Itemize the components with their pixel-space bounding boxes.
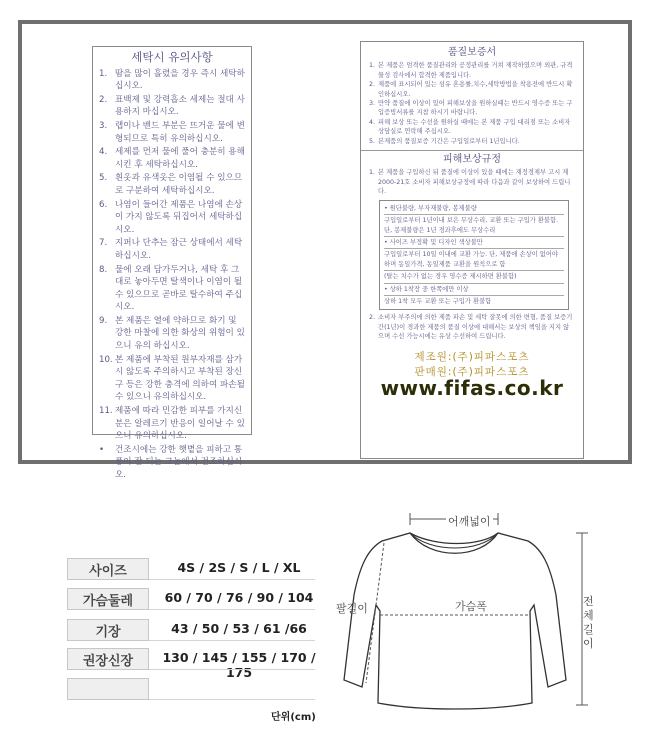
size-row-label	[67, 678, 149, 700]
care-instructions-label	[92, 46, 252, 480]
compensation-title: 피해보상규정	[443, 154, 501, 166]
compensation-table	[379, 200, 569, 311]
list-item: 5. 본제품의 품질보증 기간은 구입일로부터 1년입니다.	[369, 137, 520, 145]
website-url: www.fifas.co.kr	[380, 375, 564, 400]
row-divider	[149, 579, 315, 580]
list-item: 5. 흰옷과 유색옷은 이염될 수 있으므로 구분하여 세탁하십시오.	[99, 173, 243, 196]
unit-label: 단위(cm)	[271, 712, 316, 723]
compensation-row: 상하 1착 모두 교환 또는 구입가 환불함	[384, 297, 492, 305]
warranty-list	[369, 61, 575, 146]
size-row-label: 사이즈	[67, 558, 149, 580]
size-row-value: 4S / 2S / S / L / XL	[177, 560, 301, 575]
list-item: 2. 제품에 표시되어 있는 섬유 혼용률,치수,세탁방법을 착용전에 반드시 확인하십시오.	[369, 81, 573, 98]
compensation-list-2	[369, 313, 575, 341]
size-table-row	[67, 648, 317, 680]
shoulder-width-label: 어깨넓이	[448, 515, 491, 528]
label-photo-frame	[18, 20, 632, 480]
list-item: 1. 땀을 많이 흘렸을 경우 즉시 세탁하십시오.	[99, 68, 245, 92]
size-row-label: 권장신장	[67, 648, 149, 670]
list-item: 4. 세제를 먼저 물에 풀어 충분히 용해시킨 후 세탁하십시오.	[99, 147, 245, 170]
size-table-row	[67, 678, 317, 700]
list-item: 3. 만약 품질에 이상이 있어 피해보상을 원하실때는 반드시 영수증 또는 구입증빙서류를 지참 하시기 바랍니다.	[369, 100, 573, 117]
total-length-label: 전체길이	[583, 595, 594, 650]
list-item: 4. 피해 보상 또는 수선을 원하실 때에는 본 제품 구입 대리점 또는 소비자 상담실로 연락해 주십시오.	[369, 118, 571, 136]
compensation-row: • 상하 1착장 중 한쪽에만 이상	[384, 284, 564, 296]
size-table-row	[67, 588, 317, 610]
care-list	[99, 68, 245, 482]
size-row-label: 가슴둘레	[67, 588, 149, 610]
size-row-label: 기장	[67, 619, 149, 641]
compensation-row: 구입일로부터 1년이내 보은 무상수리, 교환 또는 구입가 환불함. 단, 봉제불량은 1년 경과후에도 무상수리	[384, 215, 564, 237]
list-item: 9. 본 제품은 열에 약하므로 화기 및 강한 마찰에 의한 화상의 위험이 있으니 유의 하십시오.	[99, 315, 245, 352]
list-item: 2. 소비자 부주의에 의한 제품 파손 및 세탁 잘못에 의한 변형, 품질 보증기간(1년)이 경과한 제품의 품질 이상에 대해서는 보상의 책임을 지지 않으며 수선 가능시에는 유상 수선하여 드립니다.	[369, 314, 573, 341]
compensation-list	[369, 168, 575, 196]
row-divider	[149, 609, 315, 610]
chest-width-label: 가슴폭	[455, 600, 487, 613]
shirt-outline-icon	[344, 533, 566, 709]
seller: 판매원:(주)피파스포츠	[414, 365, 530, 378]
manufacturer: 제조원:(주)피파스포츠	[414, 350, 530, 363]
size-table-row	[67, 619, 317, 641]
row-divider	[149, 669, 315, 670]
list-item: 2. 표백제 및 강력흡소 세제는 절대 사용하지 마십시오.	[99, 94, 245, 118]
compensation-row: (탈는 치수가 없는 경우 영수증 제시하면 환불함)	[384, 271, 564, 283]
list-item: 6. 나염이 들어간 제품은 나염에 손상이 가지 않도록 뒤집어서 세탁하십시오.	[99, 199, 243, 235]
warranty-title: 품질보증서	[447, 47, 497, 58]
row-divider	[149, 699, 315, 700]
list-item: 3. 랩이나 밴드 부분은 뜨거운 물에 변형되므로 특히 유의하십시오.	[99, 120, 245, 144]
list-item: 11. 제품에 따라 민감한 피부를 가지신 분은 알레르기 반응이 일어날 수 있으니 유의하십시오.	[99, 406, 245, 442]
compensation-row: 구입일로부터 10일 이내에 교환 가능. 단, 제품에 손상이 없어야 하며 동일가격, 동일제품 교환을 원칙으로 함	[384, 249, 564, 271]
row-divider	[149, 640, 315, 641]
list-item: 1. 본 제품을 구입하신 뒤 품질에 이상이 있을 때에는 재정경제부 고시 제 2000-21호 소비자 피해보상규정에 따라 다음과 같이 보상하여 드립니다.	[369, 169, 571, 196]
list-item: 7. 지퍼나 단추는 잠근 상태에서 세탁하십시오.	[99, 238, 243, 261]
compensation-row: • 사이즈 부정확 및 디자인 색상불만	[384, 237, 564, 249]
size-row-value: 60 / 70 / 76 / 90 / 104	[164, 590, 314, 605]
sleeve-length-label: 팔길이	[336, 602, 368, 615]
divider	[361, 150, 583, 151]
care-title: 세탁시 유의사항	[131, 50, 213, 64]
size-row-value: 43 / 50 / 53 / 61 /66	[171, 621, 307, 636]
list-item: 1. 본 제품은 엄격한 품질관리와 공정관리를 거쳐 제작하였으며 외관, 규격 물성 검사에서 합격한 제품입니다.	[369, 62, 573, 79]
list-item: 8. 물에 오래 담가두거나, 세탁 후 그대로 놓아두면 탈색이나 이염이 될 수 있으므로 곧바로 탈수하여 주십시오.	[99, 264, 243, 313]
list-item: 10. 본 제품에 부착된 원부자재를 삼가시 않도록 주의하시고 부착된 장신구 등은 강한 충격에 의하여 파손될 수 있으니 유의하십시오.	[99, 354, 245, 403]
quality-warranty-label	[360, 41, 584, 459]
size-table-row	[67, 558, 317, 580]
compensation-row: • 원단불량, 부자재불량, 봉제불량	[384, 203, 564, 215]
list-item: • 건조시에는 강한 햇볕을 피하고 통풍이 잘 되는 그늘에서 건조하십시오.	[99, 444, 243, 480]
size-row-value: 130 / 145 / 155 / 170 / 175	[162, 650, 316, 680]
